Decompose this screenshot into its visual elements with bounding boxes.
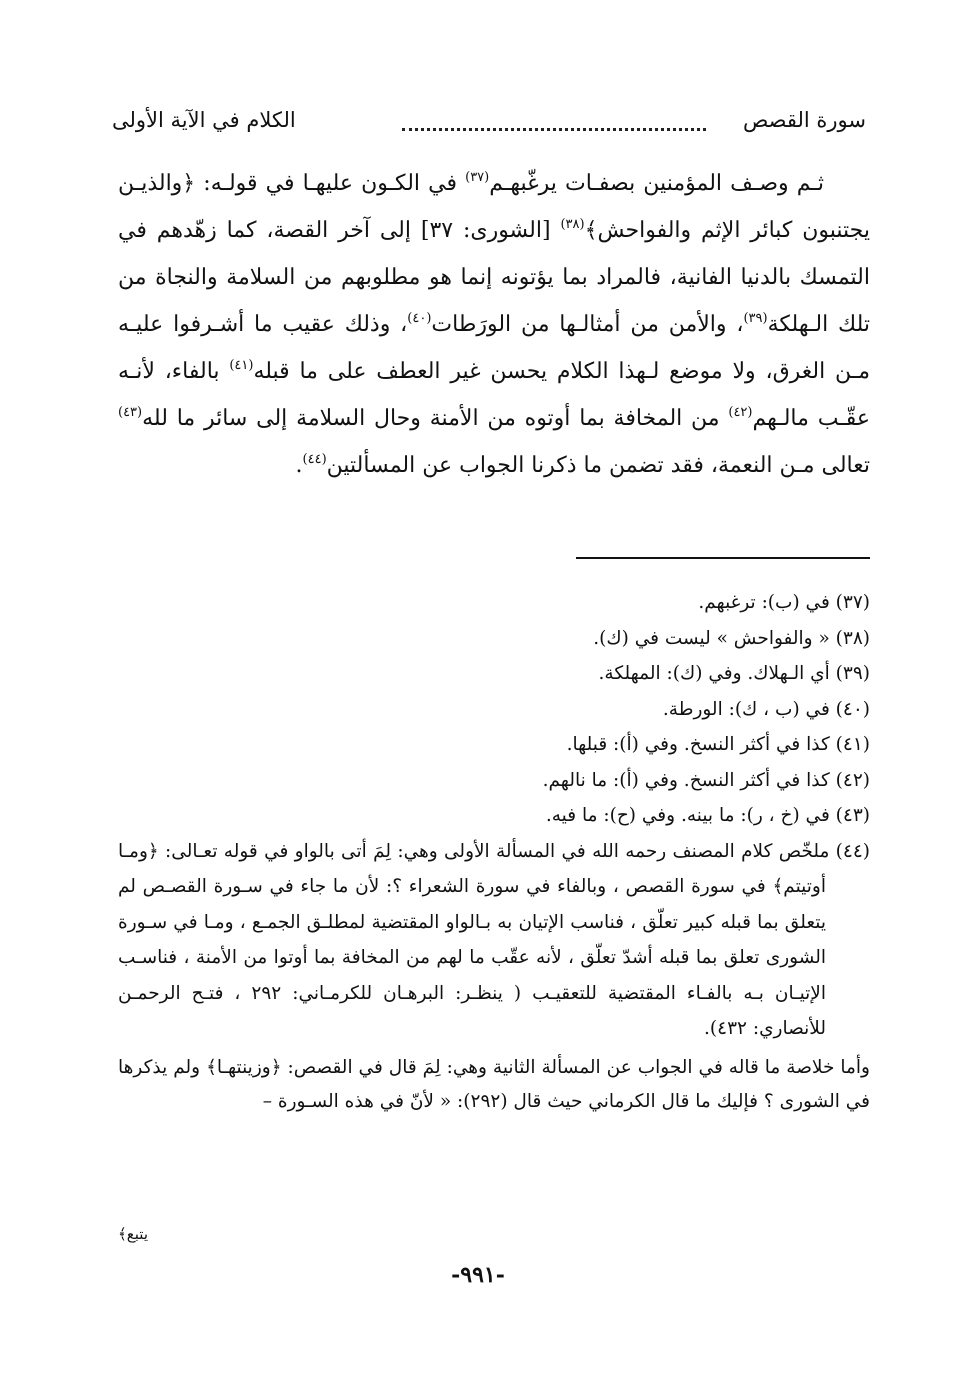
main-text [118, 160, 870, 489]
footnote-ref-41[interactable]: (٤١) [229, 358, 254, 373]
footnote-44: (٤٤) ملخّص كلام المصنف رحمه الله في المسألة الأولى وهي: لِمَ أتى بالواو في قوله تعـالى: ﴿ومـا أوتيتم﴾ في سورة القصص ، وبالفاء في سورة الشعراء ؟: لأن ما جاء في سـورة القصـص لم يتعلق بما قبله كبير تعلّق ، فناسب الإتيان به بـالواو المقتضية لمطلـق الجمـع ، ومـا في سـورة الشورى تعلق بما قبله أشدّ تعلّق ، لأنه عقّب ما لهم من المخافة بما أوتوا من الأمنة ، فناسـب الإتيـان بـه بالفـاء المقتضية للتعقيـب ( ينظـر: البرهـان للكرمـاني: ٢٩٢ ، فتـح الرحمـن للأنصاري: ٤٣٢). [118, 840, 870, 1039]
text-segment: ، وذلك عقيب ما أشـرفوا عليـه مـن الغرق، ولا موضع لـهذا الكلام يحسن غير العطف على ما قبله [118, 312, 870, 384]
main-paragraph [118, 160, 870, 489]
footnote-ref-39[interactable]: (٣٩) [743, 311, 768, 326]
text-segment: من المخافة بما أوتوه من الأمنة وحال السلامة إلى سائر ما لله [142, 406, 729, 431]
text-segment: ، والأمن من أمثالـها من الورَطات [431, 312, 744, 337]
footnote-ref-44[interactable]: (٤٤) [302, 452, 327, 467]
text-segment: في الكـون عليهـا في قولـه: ﴿والذيـن يجتنبون كبائر الإثم والفواحش﴾ [118, 171, 871, 243]
text-segment: ثـم وصـف المؤمنين بصفـات يرغّبهـم [489, 171, 824, 196]
footnote-41: (٤١) كذا في أكثر النسخ. وفي (أ): قبلها. [566, 734, 870, 755]
footnote-ref-42[interactable]: (٤٢) [728, 405, 753, 420]
page-header [112, 102, 866, 138]
footnotes-section [118, 585, 870, 1119]
continued-marker: يتبع﴾ [118, 1225, 148, 1243]
text-segment: تعالى مـن النعمة، فقد تضمن ما ذكرنا الجواب عن المسألتين [326, 453, 870, 478]
footnote-continuation: وأما خلاصة ما قاله في الجواب عن المسألة الثانية وهي: لِمَ قال في القصص: ﴿وزينتهـا﴾ ولم يذكرها في الشورى ؟ فإليك ما قال الكرماني حيث قال (٢٩٢): « لأنّ في هذه السـورة – [118, 1056, 870, 1112]
header-dotted-leader [402, 114, 706, 131]
footnote-40: (٤٠) في (ب ، ك): الورطة. [662, 698, 870, 720]
footnote-39: (٣٩) أي الـهلاك. وفي (ك): المهلكة. [598, 663, 870, 684]
footnote-43: (٤٣) في (خ ، ر): ما بينه. وفي (ح): ما فيه. [545, 805, 870, 826]
footnote-ref-37[interactable]: (٣٧) [465, 170, 490, 185]
footnote-ref-43[interactable]: (٤٣) [118, 405, 143, 420]
page-number: -٩٩١- [451, 1262, 505, 1288]
footnote-37: (٣٧) في (ب): ترغبهم. [698, 592, 870, 613]
footnote-divider [576, 557, 870, 559]
header-section-title: الكلام في الآية الأولى [112, 108, 296, 132]
header-surah-name: سورة القصص [742, 108, 866, 132]
footnote-42: (٤٢) كذا في أكثر النسخ. وفي (أ): ما نالهم. [542, 769, 870, 791]
text-segment: بالفاء، لأنـه عقّـب مالـهم [118, 359, 871, 431]
footnote-ref-38[interactable]: (٣٨) [560, 217, 585, 232]
footnote-38: (٣٨) « والفواحش » ليست في (ك). [593, 627, 870, 649]
footnote-ref-40[interactable]: (٤٠) [407, 311, 432, 326]
text-segment: [الشورى: ٣٧] إلى آخر القصة، كما زهّدهم في التمسك بالدنيا الفانية، فالمراد بما يؤتونه إنما هو مطلوبهم من السلامة والنجاة من تلك الـهلكة [118, 218, 870, 337]
text-segment: . [295, 453, 303, 478]
